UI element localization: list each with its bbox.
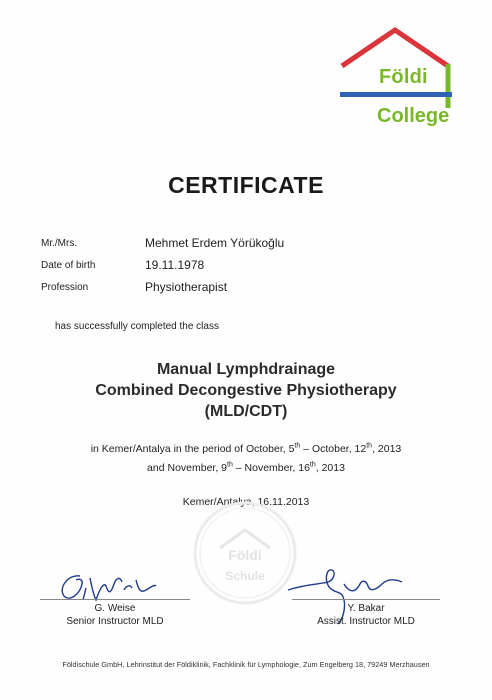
footer-address: Földischule GmbH, Lehrinstitut der Földiklinik, Fachklinik für Lymphologie, Zum Engelberg 18, 79249 Merzhausen [62,660,430,669]
signer-role-right: Assist. Instructor MLD [317,616,415,627]
signer-name-right: Y. Bakar [347,603,385,614]
certificate-title: CERTIFICATE [168,172,324,198]
place-and-date: Kemer/Antalya, 16.11.2013 [182,496,310,508]
svg-text:Földi: Földi [228,547,262,563]
period-line1: in Kemer/Antalya in the period of October, 5th – October, 12th, 2013 [90,442,402,455]
foldi-college-logo [332,26,462,136]
field-value-dob: 19.11.1978 [145,258,205,272]
signature-line-right [292,599,440,600]
field-label-dob: Date of birth [41,260,96,271]
course-title-line3: (MLD/CDT) [204,403,288,420]
logo-bar [340,92,452,97]
completed-statement: has successfully completed the class [55,321,219,332]
signer-role-left: Senior Instructor MLD [66,616,164,627]
signer-name-left: G. Weise [94,603,136,614]
embossed-seal [190,498,300,608]
logo-word-foldi: Földi [379,66,428,88]
field-value-name: Mehmet Erdem Yörükoğlu [145,236,285,250]
logo-word-college: College [377,105,450,127]
field-label-name: Mr./Mrs. [41,238,78,249]
course-title-line2: Combined Decongestive Physiotherapy [95,382,397,399]
course-title-line1: Manual Lymphdrainage [156,361,336,378]
period-line2: and November, 9th – November, 16th, 2013 [147,461,345,474]
signature-line-left [40,599,190,600]
field-label-profession: Profession [41,282,89,293]
svg-text:Schule: Schule [225,569,265,583]
field-value-profession: Physiotherapist [145,280,228,294]
signature-weise [50,566,160,606]
